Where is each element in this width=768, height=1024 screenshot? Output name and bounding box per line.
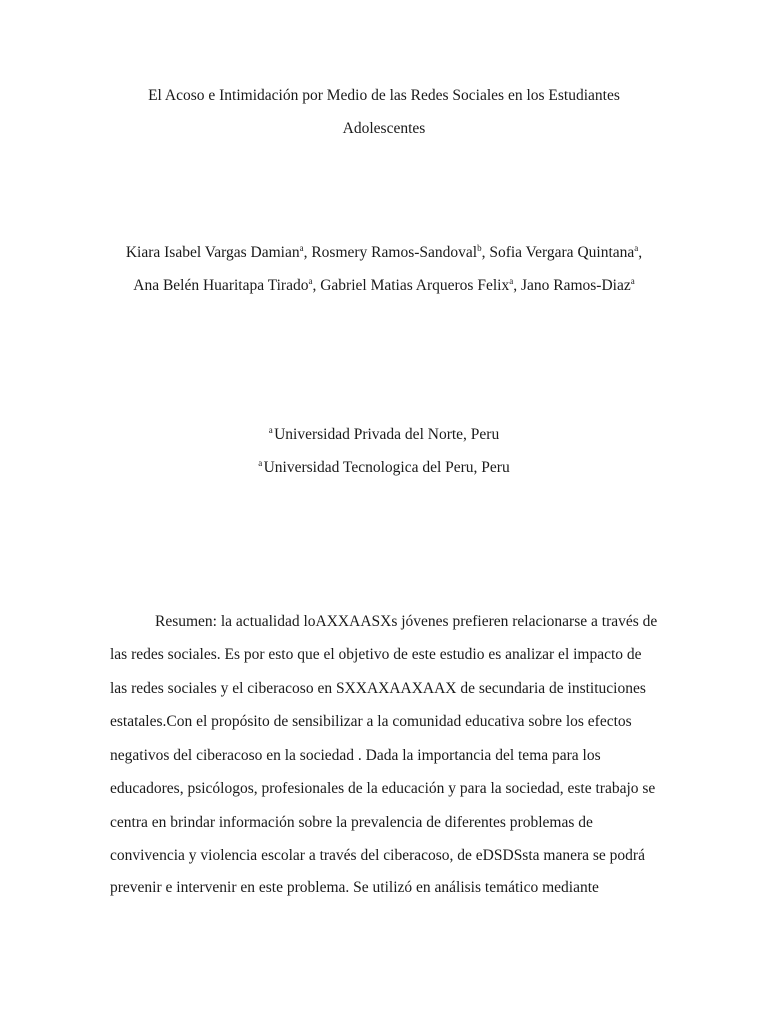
- abstract-line: convivencia y violencia escolar a través del ciberacoso, de eDSDSsta manera se podrá: [110, 847, 645, 864]
- author-separator: ,: [312, 277, 321, 294]
- title-line-2: Adolescentes: [342, 120, 426, 137]
- author-affiliation-mark: a: [634, 243, 639, 253]
- affiliation-text: Universidad Privada del Norte, Peru: [274, 426, 500, 443]
- abstract-line: prevenir e intervenir en este problema. Se utilizó en análisis temático mediante: [110, 879, 599, 896]
- abstract-line: Resumen: la actualidad loAXXAASXs jóvenes prefieren relacionarse a través de: [155, 613, 658, 630]
- author-separator: ,: [513, 277, 521, 294]
- author-separator: ,: [303, 244, 312, 261]
- abstract-line: educadores, psicólogos, profesionales de la educación y para la sociedad, este trabajo se: [110, 780, 656, 797]
- author-affiliation-mark: a: [299, 243, 304, 253]
- affiliation-1: [0, 425, 768, 445]
- author-name: Kiara Isabel Vargas Damian: [125, 244, 300, 261]
- author-affiliation-mark: a: [630, 276, 635, 286]
- abstract-line: estatales.Con el propósito de sensibilizar a la comunidad educativa sobre los efectos: [110, 713, 632, 730]
- author-name: Rosmery Ramos-Sandoval: [311, 244, 478, 261]
- abstract-line: centra en brindar información sobre la prevalencia de diferentes problemas de: [110, 814, 593, 831]
- affiliation-mark: a: [258, 458, 263, 468]
- author-separator: ,: [638, 244, 643, 261]
- authors-line-1: [0, 243, 768, 263]
- author-name: Sofia Vergara Quintana: [489, 244, 635, 261]
- title-line-1: El Acoso e Intimidación por Medio de las Redes Sociales en los Estudiantes: [148, 87, 620, 104]
- author-affiliation-mark: a: [509, 276, 514, 286]
- affiliation-2: [0, 458, 768, 478]
- abstract-line: negativos del ciberacoso en la sociedad . Dada la importancia del tema para los: [110, 747, 601, 764]
- abstract-line: las redes sociales y el ciberacoso en SXXAXAAXAAX de secundaria de instituciones: [110, 680, 646, 697]
- affiliation-mark: a: [268, 425, 273, 435]
- author-name: Gabriel Matias Arqueros Felix: [320, 277, 510, 294]
- authors-line-2: [0, 276, 768, 296]
- author-name: Jano Ramos-Diaz: [520, 277, 631, 294]
- abstract-line: las redes sociales. Es por esto que el objetivo de este estudio es analizar el impacto de: [110, 646, 642, 663]
- author-affiliation-mark: a: [308, 276, 313, 286]
- affiliation-text: Universidad Tecnologica del Peru, Peru: [263, 459, 510, 476]
- author-name: Ana Belén Huaritapa Tirado: [133, 277, 309, 294]
- author-separator: ,: [481, 244, 490, 261]
- author-affiliation-mark: b: [477, 243, 482, 253]
